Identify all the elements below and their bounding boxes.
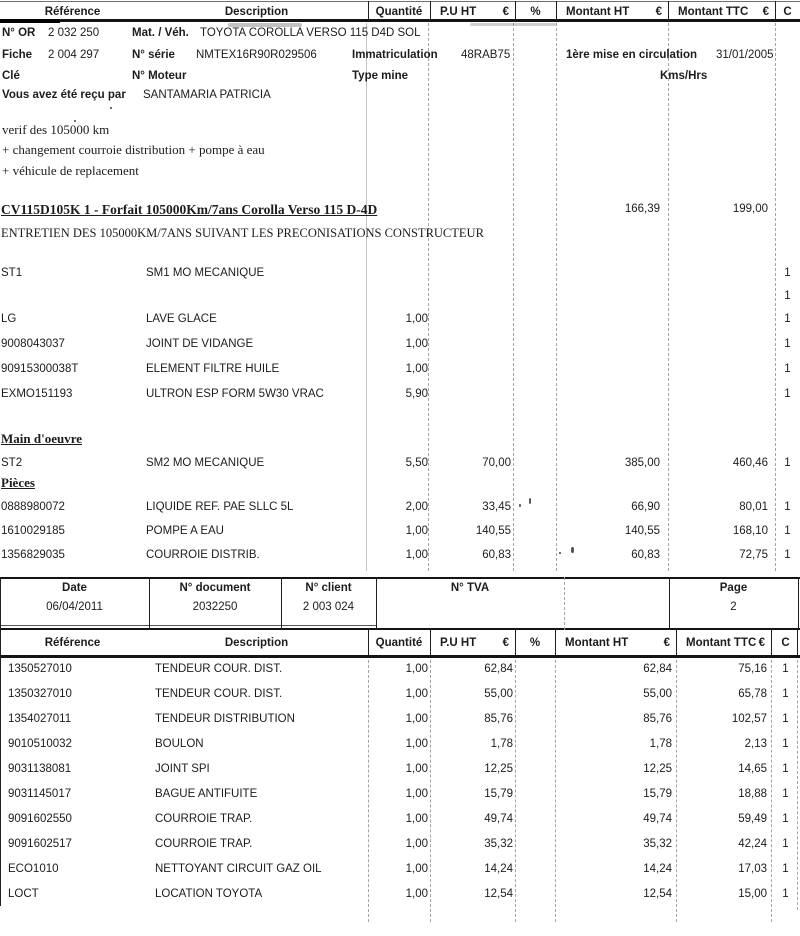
unit-price-cell: 55,00 xyxy=(484,688,513,700)
cle-label: Clé xyxy=(2,70,20,82)
desc-cell: COURROIE TRAP. xyxy=(155,813,253,825)
ref-cell: 9031145017 xyxy=(8,788,72,800)
c-cell: 1 xyxy=(782,763,789,775)
immat-label: Immatriculation xyxy=(352,49,438,61)
euro-sign: € xyxy=(758,636,765,649)
col-description: Description xyxy=(224,636,289,649)
c-cell: 1 xyxy=(784,549,791,561)
c-cell: 1 xyxy=(782,838,789,850)
ref-cell: 9010510032 xyxy=(8,738,72,750)
col-amount-ttc xyxy=(676,637,771,649)
unit-price-cell: 12,54 xyxy=(484,888,513,900)
desc-cell: ULTRON ESP FORM 5W30 VRAC xyxy=(146,388,324,400)
col-reference: Référence xyxy=(44,636,101,649)
item-row xyxy=(0,357,800,381)
scan-artifact xyxy=(519,504,521,507)
column-divider xyxy=(556,1,557,20)
amount-ttc-cell: 168,10 xyxy=(732,525,768,537)
unit-price-cell: 70,00 xyxy=(482,457,511,469)
qty-cell: 1,00 xyxy=(405,738,428,750)
forfait-title: CV115D105K 1 - Forfait 105000Km/7ans Corolla Verso 115 D-4D xyxy=(1,202,378,217)
col-unit-price xyxy=(430,6,515,18)
p1-table-header xyxy=(0,3,800,20)
item-row xyxy=(0,543,800,567)
c-cell: 1 xyxy=(782,863,789,875)
item-row xyxy=(0,882,800,906)
scan-artifact xyxy=(571,547,574,553)
item-row xyxy=(0,495,800,519)
ref-cell: 1350527010 xyxy=(8,663,72,675)
ref-cell: 1356829035 xyxy=(1,549,65,561)
c-cell: 1 xyxy=(782,813,789,825)
ref-cell: 9031138081 xyxy=(8,763,72,775)
amount-ttc-cell: 17,03 xyxy=(738,863,767,875)
circ-value: 31/01/2005 xyxy=(716,49,774,61)
scan-artifact xyxy=(470,23,556,26)
fiche-label: Fiche xyxy=(2,49,33,61)
scan-artifact xyxy=(0,19,60,23)
col-quantity: Quantité xyxy=(375,636,423,649)
amount-ht-cell: 62,84 xyxy=(643,663,672,675)
unit-price-cell: 1,78 xyxy=(490,738,513,750)
scan-artifact xyxy=(74,120,76,122)
kms-label: Kms/Hrs xyxy=(660,70,708,82)
amount-ttc-cell: 42,24 xyxy=(738,838,767,850)
amount-ht-cell: 1,78 xyxy=(649,738,672,750)
c-cell: 1 xyxy=(784,501,791,513)
ref-cell: 0888980072 xyxy=(1,501,65,513)
serie-value: NMTEX16R90R029506 xyxy=(196,49,317,61)
column-divider xyxy=(668,1,669,20)
c-cell: 1 xyxy=(784,290,791,302)
col-unit-price-label: P.U HT xyxy=(440,636,477,649)
col-amount-ht-label: Montant HT xyxy=(565,636,629,649)
desc-cell: TENDEUR COUR. DIST. xyxy=(155,663,283,675)
desc-cell: POMPE A EAU xyxy=(146,525,224,537)
or-label: N° OR xyxy=(2,27,36,39)
desc-cell: JOINT DE VIDANGE xyxy=(146,338,254,350)
item-row xyxy=(0,261,800,285)
desc-cell: COURROIE DISTRIB. xyxy=(146,549,260,561)
col-amount-ttc-label: Montant TTC xyxy=(678,5,749,18)
info-table-border xyxy=(798,577,799,630)
c-cell: 1 xyxy=(784,525,791,537)
amount-ttc-cell: 75,16 xyxy=(738,663,767,675)
desc-cell: LAVE GLACE xyxy=(146,313,217,325)
amount-ht-cell: 85,76 xyxy=(643,713,672,725)
amount-ht-cell: 12,54 xyxy=(643,888,672,900)
amount-ht-cell: 385,00 xyxy=(624,457,660,469)
amount-ttc-cell: 80,01 xyxy=(739,501,768,513)
forfait-subtitle: ENTRETIEN DES 105000KM/7ANS SUIVANT LES PRECONISATIONS CONSTRUCTEUR xyxy=(1,226,484,240)
col-unit-price xyxy=(430,637,515,649)
amount-ht-cell: 60,83 xyxy=(631,549,660,561)
ref-cell: 9091602517 xyxy=(8,838,72,850)
col-quantity: Quantité xyxy=(375,5,423,18)
unit-price-cell: 12,25 xyxy=(484,763,513,775)
note-line: verif des 105000 km xyxy=(2,122,110,137)
ref-cell: 1354027011 xyxy=(8,713,72,725)
parts-section-label: Pièces xyxy=(1,475,35,490)
euro-sign: € xyxy=(663,636,670,649)
amount-ht-cell: 15,79 xyxy=(643,788,672,800)
item-row xyxy=(0,782,800,806)
type-mine-label: Type mine xyxy=(352,70,409,82)
desc-cell: TENDEUR DISTRIBUTION xyxy=(155,713,295,725)
qty-cell: 1,00 xyxy=(405,863,428,875)
column-divider xyxy=(515,1,516,20)
amount-ttc-cell: 460,46 xyxy=(732,457,768,469)
col-c: C xyxy=(783,5,792,18)
column-divider xyxy=(368,1,369,20)
recu-label: Vous avez été reçu par xyxy=(2,89,126,101)
desc-cell: LIQUIDE REF. PAE SLLC 5L xyxy=(146,501,294,513)
col-amount-ht xyxy=(555,637,676,649)
unit-price-cell: 35,32 xyxy=(484,838,513,850)
c-cell: 1 xyxy=(782,663,789,675)
item-row xyxy=(0,519,800,543)
ref-cell: LOCT xyxy=(8,888,39,900)
amount-ht-cell: 166,39 xyxy=(624,203,660,215)
qty-cell: 1,00 xyxy=(405,888,428,900)
amount-ttc-cell: 15,00 xyxy=(738,888,767,900)
euro-sign: € xyxy=(762,5,769,18)
qty-cell: 2,00 xyxy=(405,501,428,513)
qty-cell: 1,00 xyxy=(405,663,428,675)
c-cell: 1 xyxy=(784,338,791,350)
amount-ht-cell: 49,74 xyxy=(643,813,672,825)
item-row xyxy=(0,307,800,331)
info-table-inner-rule xyxy=(0,625,376,626)
desc-cell: COURROIE TRAP. xyxy=(155,838,253,850)
unit-price-cell: 15,79 xyxy=(484,788,513,800)
c-cell: 1 xyxy=(784,363,791,375)
unit-price-cell: 49,74 xyxy=(484,813,513,825)
c-cell: 1 xyxy=(782,688,789,700)
client-label: N° client xyxy=(305,582,352,594)
amount-ttc-cell: 102,57 xyxy=(731,713,767,725)
item-row xyxy=(0,707,800,731)
item-row xyxy=(0,757,800,781)
note-line: + changement courroie distribution + pompe à eau xyxy=(2,142,265,157)
circ-label: 1ère mise en circulation xyxy=(566,49,698,61)
qty-cell: 1,00 xyxy=(405,813,428,825)
euro-sign: € xyxy=(655,5,662,18)
c-cell: 1 xyxy=(782,713,789,725)
desc-cell: ELEMENT FILTRE HUILE xyxy=(146,363,280,375)
note-line: + véhicule de replacement xyxy=(2,163,139,178)
item-row xyxy=(0,657,800,681)
mat-value: TOYOTA COROLLA VERSO 115 D4D SOL xyxy=(200,27,421,39)
qty-cell: 1,00 xyxy=(405,525,428,537)
item-row xyxy=(0,832,800,856)
p2-table-header xyxy=(0,630,800,655)
ref-cell: ST2 xyxy=(1,457,23,469)
unit-price-cell: 60,83 xyxy=(482,549,511,561)
c-cell: 1 xyxy=(784,267,791,279)
item-row xyxy=(0,451,800,475)
doc-label: N° document xyxy=(179,582,251,594)
immat-value: 48RAB75 xyxy=(461,49,511,61)
amount-ttc-cell: 18,88 xyxy=(738,788,767,800)
ref-cell: LG xyxy=(1,313,17,325)
ref-cell: 90915300038T xyxy=(1,363,79,375)
column-divider xyxy=(771,630,772,655)
date-value: 06/04/2011 xyxy=(46,601,103,613)
column-divider xyxy=(430,1,431,20)
column-divider xyxy=(676,630,677,655)
c-cell: 1 xyxy=(784,457,791,469)
fiche-value: 2 004 297 xyxy=(48,49,100,61)
qty-cell: 5,90 xyxy=(405,388,428,400)
info-cell-divider xyxy=(564,577,565,630)
amount-ttc-cell: 72,75 xyxy=(739,549,768,561)
unit-price-cell: 14,24 xyxy=(484,863,513,875)
qty-cell: 5,50 xyxy=(405,457,428,469)
euro-sign: € xyxy=(502,636,509,649)
desc-cell: LOCATION TOYOTA xyxy=(155,888,263,900)
desc-cell: BAGUE ANTIFUITE xyxy=(155,788,258,800)
amount-ht-cell: 35,32 xyxy=(643,838,672,850)
ref-cell: 9091602550 xyxy=(8,813,72,825)
item-row xyxy=(0,732,800,756)
amount-ttc-cell: 65,78 xyxy=(738,688,767,700)
item-row xyxy=(0,284,800,308)
qty-cell: 1,00 xyxy=(405,338,428,350)
item-row xyxy=(0,807,800,831)
ref-cell: ECO1010 xyxy=(8,863,59,875)
amount-ht-cell: 140,55 xyxy=(624,525,660,537)
col-amount-ht xyxy=(556,6,668,18)
item-row xyxy=(0,857,800,881)
c-cell: 1 xyxy=(784,388,791,400)
qty-cell: 1,00 xyxy=(405,838,428,850)
recu-value: SANTAMARIA PATRICIA xyxy=(143,89,271,101)
item-row xyxy=(0,682,800,706)
amount-ht-cell: 66,90 xyxy=(631,501,660,513)
item-row xyxy=(0,332,800,356)
amount-ttc-cell: 199,00 xyxy=(732,203,768,215)
col-percent: % xyxy=(529,636,541,649)
qty-cell: 1,00 xyxy=(405,313,428,325)
qty-cell: 1,00 xyxy=(405,788,428,800)
client-value: 2 003 024 xyxy=(302,601,355,613)
scan-artifact xyxy=(228,23,302,27)
col-amount-ttc-label: Montant TTC xyxy=(686,636,757,649)
amount-ttc-cell: 59,49 xyxy=(738,813,767,825)
item-row xyxy=(0,382,800,406)
c-cell: 1 xyxy=(782,888,789,900)
date-label: Date xyxy=(62,582,87,594)
qty-cell: 1,00 xyxy=(405,763,428,775)
col-unit-price-label: P.U HT xyxy=(440,5,477,18)
tva-label: N° TVA xyxy=(450,582,490,594)
qty-cell: 1,00 xyxy=(405,363,428,375)
column-divider xyxy=(430,630,431,655)
amount-ht-cell: 12,25 xyxy=(643,763,672,775)
desc-cell: NETTOYANT CIRCUIT GAZ OIL xyxy=(155,863,322,875)
amount-ht-cell: 14,24 xyxy=(643,863,672,875)
c-cell: 1 xyxy=(782,788,789,800)
unit-price-cell: 33,45 xyxy=(482,501,511,513)
page-value: 2 xyxy=(730,601,737,613)
euro-sign: € xyxy=(502,5,509,18)
page-label: Page xyxy=(719,582,748,594)
forfait-amounts-row xyxy=(0,197,800,221)
unit-price-cell: 62,84 xyxy=(484,663,513,675)
scan-artifact xyxy=(559,552,561,554)
col-c: C xyxy=(781,636,790,649)
col-reference: Référence xyxy=(44,5,101,18)
qty-cell: 1,00 xyxy=(405,688,428,700)
moteur-label: N° Moteur xyxy=(132,70,187,82)
scan-artifact xyxy=(529,498,531,504)
header-rule xyxy=(0,19,800,22)
ref-cell: ST1 xyxy=(1,267,23,279)
ref-cell: 1610029185 xyxy=(1,525,65,537)
amount-ttc-cell: 2,13 xyxy=(744,738,767,750)
col-description: Description xyxy=(224,5,289,18)
desc-cell: TENDEUR COUR. DIST. xyxy=(155,688,283,700)
or-value: 2 032 250 xyxy=(48,27,100,39)
col-percent: % xyxy=(530,5,541,18)
scan-artifact xyxy=(110,107,112,109)
column-divider xyxy=(555,630,556,655)
desc-cell: SM1 MO MECANIQUE xyxy=(146,267,265,279)
labor-section-label: Main d'oeuvre xyxy=(1,431,83,446)
info-table-top-border xyxy=(0,577,800,579)
desc-cell: BOULON xyxy=(155,738,204,750)
col-amount-ht-label: Montant HT xyxy=(566,5,630,18)
serie-label: N° série xyxy=(132,49,175,61)
desc-cell: JOINT SPI xyxy=(155,763,210,775)
doc-value: 2032250 xyxy=(192,601,238,613)
ref-cell: 1350327010 xyxy=(8,688,72,700)
qty-cell: 1,00 xyxy=(405,713,428,725)
column-divider xyxy=(368,630,369,655)
unit-price-cell: 85,76 xyxy=(484,713,513,725)
ref-cell: 9008043037 xyxy=(1,338,65,350)
desc-cell: SM2 MO MECANIQUE xyxy=(146,457,265,469)
column-divider xyxy=(775,1,776,20)
column-divider xyxy=(797,630,798,655)
c-cell: 1 xyxy=(782,738,789,750)
ref-cell: EXMO151193 xyxy=(1,388,73,400)
table-top-border xyxy=(0,1,800,2)
unit-price-cell: 140,55 xyxy=(475,525,511,537)
c-cell: 1 xyxy=(784,313,791,325)
col-amount-ttc xyxy=(668,6,775,18)
amount-ht-cell: 55,00 xyxy=(643,688,672,700)
amount-ttc-cell: 14,65 xyxy=(738,763,767,775)
mat-label: Mat. / Véh. xyxy=(132,27,189,39)
column-divider xyxy=(515,630,516,655)
qty-cell: 1,00 xyxy=(405,549,428,561)
